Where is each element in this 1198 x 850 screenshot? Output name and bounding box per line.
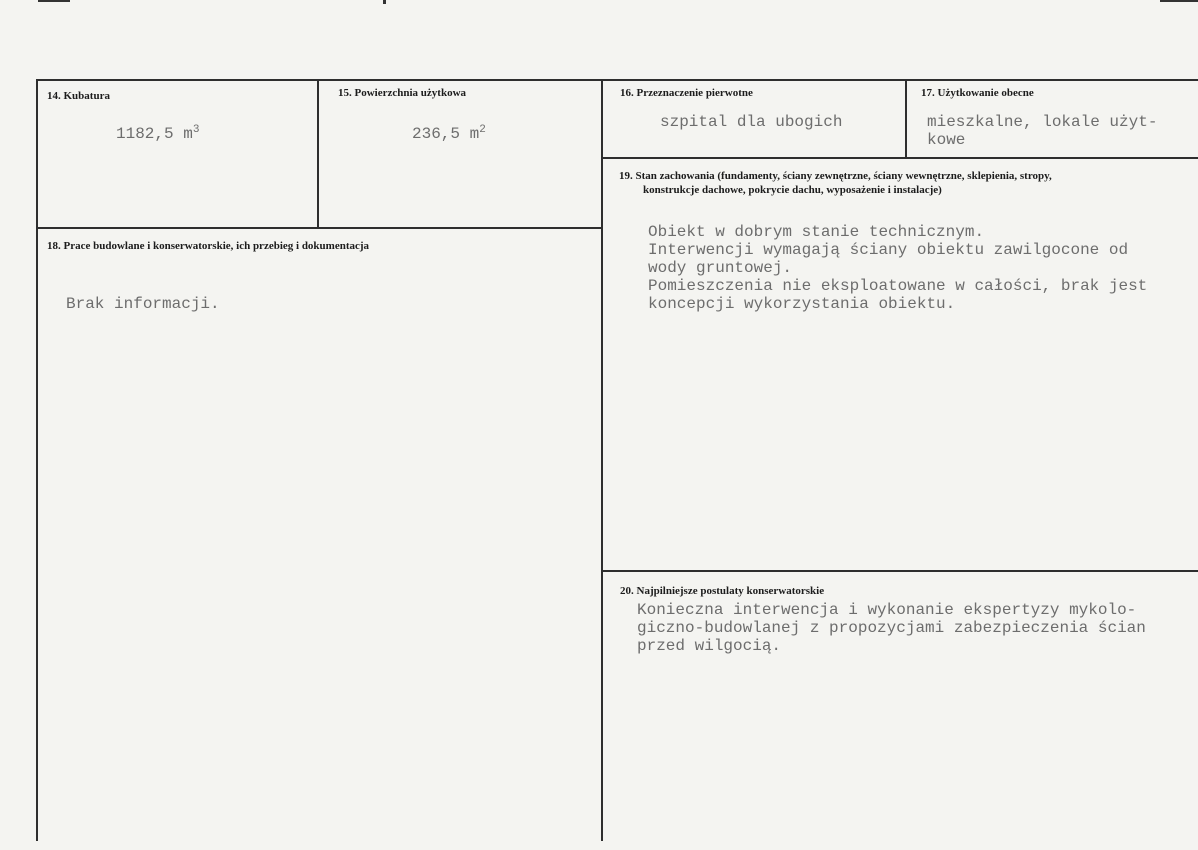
field-20-line-1: Konieczna interwencja i wykonanie ekspertyzy mykolo-	[637, 601, 1137, 619]
field-19-line-5: koncepcji wykorzystania obiektu.	[648, 295, 956, 313]
divider-14-15	[317, 79, 319, 227]
top-edge-mark-center	[383, 0, 386, 4]
field-19-label-line-1: 19. Stan zachowania (fundamenty, ściany zewnętrzne, ściany wewnętrzne, sklepienia, stropy,	[619, 170, 1052, 182]
row-divider-14-18	[36, 227, 602, 229]
main-divider	[601, 79, 603, 841]
field-15-value	[412, 125, 486, 143]
field-20-line-3: przed wilgocią.	[637, 637, 782, 655]
powierzchnia-value: 236,5 m	[412, 125, 480, 143]
field-17-line-1: mieszkalne, lokale użyt-	[927, 113, 1158, 131]
left-border	[36, 79, 38, 841]
field-14-value	[116, 125, 199, 143]
powierzchnia-unit-exponent: 2	[479, 124, 486, 136]
divider-16-17	[905, 79, 907, 157]
field-18-label: 18. Prace budowlane i konserwatorskie, ich przebieg i dokumentacja	[47, 240, 370, 252]
field-14-label: 14. Kubatura	[47, 90, 110, 102]
field-19-line-1: Obiekt w dobrym stanie technicznym.	[648, 223, 985, 241]
top-edge-mark-left	[38, 0, 70, 2]
kubatura-unit-exponent: 3	[192, 124, 200, 136]
top-border	[36, 79, 1198, 81]
field-17-label: 17. Użytkowanie obecne	[921, 87, 1034, 99]
field-19-line-2: Interwencji wymagają ściany obiektu zawilgocone od	[648, 241, 1129, 259]
row-divider-16-19	[601, 157, 1198, 159]
field-16-value: szpital dla ubogich	[660, 113, 843, 131]
kubatura-value: 1182,5 m	[116, 125, 193, 143]
top-edge-mark-right	[1160, 0, 1198, 2]
field-16-label: 16. Przeznaczenie pierwotne	[620, 87, 753, 99]
field-17-line-2: kowe	[927, 131, 966, 149]
field-19-line-4: Pomieszczenia nie eksploatowane w całości, brak jest	[648, 277, 1148, 295]
field-20-label: 20. Najpilniejsze postulaty konserwatorskie	[620, 585, 825, 597]
field-19-label-line-2: konstrukcje dachowe, pokrycie dachu, wyposażenie i instalacje)	[643, 184, 942, 196]
row-divider-19-20	[601, 570, 1198, 572]
field-18-value: Brak informacji.	[66, 295, 220, 313]
field-19-line-3: wody gruntowej.	[648, 259, 793, 277]
field-20-line-2: giczno-budowlanej z propozycjami zabezpieczenia ścian	[637, 619, 1146, 637]
field-15-label: 15. Powierzchnia użytkowa	[338, 87, 467, 99]
